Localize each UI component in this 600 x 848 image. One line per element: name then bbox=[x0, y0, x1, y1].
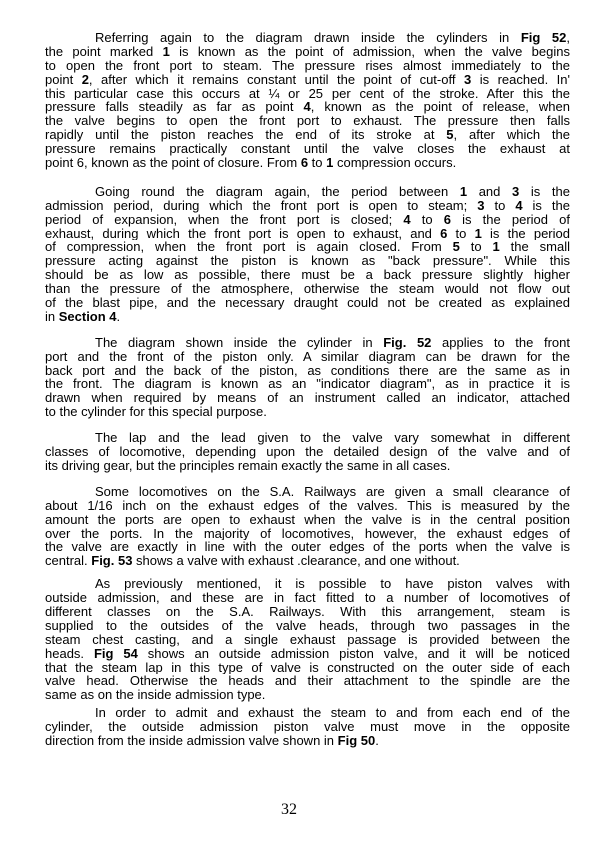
text-run: classes of locomotive, depending upon the detailed design of the valve and of bbox=[45, 445, 570, 459]
text-line bbox=[45, 282, 570, 296]
text-line bbox=[45, 445, 570, 459]
text-run: exhaust, during which the front port is open to exhaust, and bbox=[45, 226, 441, 241]
bold-text: 6 bbox=[300, 156, 309, 170]
text-run: is the period bbox=[481, 226, 570, 241]
text-line bbox=[45, 128, 570, 142]
bold-text: Fig 54 bbox=[93, 646, 138, 661]
text-run: supplied to the outsides of the valve heads, through two passages in the bbox=[45, 618, 570, 633]
text-run: to bbox=[308, 156, 327, 170]
bold-text: 2 bbox=[81, 72, 89, 87]
text-line bbox=[45, 527, 570, 541]
text-run: is the bbox=[522, 198, 570, 213]
text-run: the valve begins to open the front port to exhaust. The pressure then falls bbox=[45, 114, 570, 129]
text-run: The diagram shown inside the cylinder in bbox=[95, 335, 384, 350]
text-run: . bbox=[116, 309, 121, 324]
text-run: applies to the front bbox=[431, 335, 570, 350]
text-run: over the ports. In the majority of locomotives, however, the exhaust edges of bbox=[45, 526, 570, 541]
text-line bbox=[45, 706, 570, 720]
text-run: to bbox=[410, 212, 444, 227]
bold-text: 1 bbox=[162, 44, 170, 59]
text-run: is the period of bbox=[450, 212, 570, 227]
text-run: shows a valve with exhaust .clearance, and one without. bbox=[132, 554, 460, 569]
bold-text: 4 bbox=[303, 100, 311, 115]
text-line bbox=[45, 350, 570, 364]
text-line bbox=[45, 213, 570, 227]
text-run: cylinder, the outside admission piston valve must move in the opposite bbox=[45, 720, 570, 734]
text-line bbox=[45, 185, 570, 199]
text-run: is reached. In' bbox=[471, 72, 570, 87]
text-line bbox=[45, 377, 570, 391]
text-run: Referring again to the diagram drawn inside the cylinders in bbox=[95, 31, 521, 45]
bold-text: Fig. 52 bbox=[383, 335, 432, 350]
text-run: direction from the inside admission valve shown in bbox=[45, 733, 338, 748]
text-line bbox=[45, 227, 570, 241]
bold-text: 1 bbox=[492, 240, 500, 255]
text-run: to open the front port to steam. The pressure rises almost immediately to the bbox=[45, 58, 570, 73]
text-line bbox=[45, 59, 570, 73]
text-run: pressure remains practically constant until the valve closes the exhaust at bbox=[45, 142, 570, 157]
text-line bbox=[45, 619, 570, 633]
paragraph bbox=[45, 336, 570, 419]
text-run: valve head. Otherwise the heads and their attachment to the spindle are the bbox=[45, 674, 570, 689]
text-run: amount the ports are open to exhaust when the valve is in the central position bbox=[45, 512, 570, 527]
text-line bbox=[45, 513, 570, 527]
text-run: in bbox=[45, 309, 59, 324]
bold-text: 4 bbox=[515, 198, 523, 213]
text-run: to bbox=[447, 226, 475, 241]
text-line bbox=[45, 391, 570, 405]
text-run: this particular case this occurs at ¼ or 25 per cent of the stroke. After this the bbox=[45, 86, 570, 101]
text-run: is known as the point of admission, when the valve begins bbox=[169, 44, 570, 59]
text-run: heads. bbox=[45, 646, 94, 661]
text-line bbox=[45, 73, 570, 87]
text-run: the front. The diagram is known as an "indicator diagram", as in practice it is bbox=[45, 377, 570, 392]
text-line bbox=[45, 114, 570, 128]
text-line bbox=[45, 485, 570, 499]
text-run: same as on the inside admission type. bbox=[45, 688, 266, 703]
text-run: period of expansion, when the front port is closed; bbox=[45, 212, 404, 227]
text-line bbox=[45, 45, 570, 59]
text-run: , known as the point of release, when bbox=[310, 100, 570, 115]
text-line bbox=[45, 431, 570, 445]
text-line bbox=[45, 688, 570, 702]
bold-text: 5 bbox=[446, 128, 454, 143]
bold-text: 5 bbox=[452, 240, 460, 255]
bold-text: Fig 50 bbox=[337, 733, 376, 748]
paragraph bbox=[45, 31, 570, 170]
text-line bbox=[45, 577, 570, 591]
text-line bbox=[45, 591, 570, 605]
text-run: central. bbox=[45, 554, 92, 569]
text-run: steam chest casting, and a single exhaust passage is provided between the bbox=[45, 632, 570, 647]
text-run: pressure acting against the piston is known as "back pressure". While this bbox=[45, 254, 570, 269]
text-run: In order to admit and exhaust the steam to and from each end of the bbox=[95, 706, 570, 721]
bold-text: 3 bbox=[512, 184, 520, 199]
text-run: its driving gear, but the principles remain exactly the same in all cases. bbox=[45, 458, 451, 473]
text-line bbox=[45, 240, 570, 254]
bold-text: 1 bbox=[459, 184, 468, 199]
text-run: to bbox=[459, 240, 493, 255]
text-run: shows an outside admission piston valve, and it will be noticed bbox=[137, 646, 570, 661]
text-line bbox=[45, 647, 570, 661]
paragraph bbox=[45, 431, 570, 473]
paragraph bbox=[45, 485, 570, 568]
text-run: Going round the diagram again, the period between bbox=[95, 184, 460, 199]
text-run: of compression, when the front port is again closed. From bbox=[45, 240, 453, 255]
bold-text: 1 bbox=[474, 226, 482, 241]
text-line bbox=[45, 254, 570, 268]
text-line bbox=[45, 734, 570, 748]
page-content bbox=[45, 31, 570, 760]
text-run: , after which it remains constant until the point of cut-off bbox=[88, 72, 464, 87]
bold-text: Section 4 bbox=[58, 309, 117, 324]
text-run: admission period, during which the front port is open to steam; bbox=[45, 198, 478, 213]
text-run: outside admission, and these are in fact fitted to a number of locomotives of bbox=[45, 591, 570, 605]
text-run: . bbox=[375, 733, 379, 748]
text-run: than the pressure of the atmosphere, otherwise the steam would not flow out bbox=[45, 282, 570, 297]
bold-text: 6 bbox=[440, 226, 448, 241]
text-run: point bbox=[45, 72, 82, 87]
text-line bbox=[45, 31, 570, 45]
text-line bbox=[45, 499, 570, 513]
text-run: to bbox=[484, 198, 516, 213]
paragraph bbox=[45, 185, 570, 324]
text-line bbox=[45, 100, 570, 114]
bold-text: 3 bbox=[477, 198, 485, 213]
text-line bbox=[45, 364, 570, 378]
text-line bbox=[45, 674, 570, 688]
text-run: the small bbox=[499, 240, 570, 255]
text-run: back port and the back of the piston, as conditions there are the same as in bbox=[45, 363, 570, 378]
bold-text: 6 bbox=[443, 212, 451, 227]
bold-text: Fig 52 bbox=[520, 31, 567, 45]
text-line bbox=[45, 633, 570, 647]
text-line bbox=[45, 156, 570, 170]
text-run: that the steam lap in this type of valve is constructed on the outer side of each bbox=[45, 660, 570, 675]
text-run: to the cylinder for this special purpose. bbox=[45, 405, 267, 420]
text-line bbox=[45, 87, 570, 101]
bold-text: 1 bbox=[326, 156, 334, 170]
bold-text: 3 bbox=[463, 72, 472, 87]
text-line bbox=[45, 605, 570, 619]
text-line bbox=[45, 554, 570, 568]
text-run: and bbox=[467, 184, 513, 199]
text-line bbox=[45, 199, 570, 213]
page-number: 32 bbox=[281, 801, 297, 818]
text-line bbox=[45, 459, 570, 473]
text-run: Some locomotives on the S.A. Railways are given a small clearance of bbox=[95, 484, 570, 499]
text-run: different classes on the S.A. Railways. With this arrangement, steam is bbox=[45, 604, 570, 619]
text-run: should be as low as possible, there must be a back pressure slightly higher bbox=[45, 268, 570, 283]
bold-text: Fig. 53 bbox=[91, 554, 133, 569]
text-line bbox=[45, 336, 570, 350]
text-run: the point marked bbox=[45, 44, 163, 59]
text-run: As previously mentioned, it is possible to have piston valves with bbox=[95, 577, 570, 592]
text-line bbox=[45, 405, 570, 419]
text-run: about 1/16 inch on the exhaust edges of the valves. This is measured by the bbox=[45, 498, 570, 513]
bold-text: 4 bbox=[403, 212, 411, 227]
text-run: pressure falls steadily as far as point bbox=[45, 100, 304, 115]
text-line bbox=[45, 142, 570, 156]
text-line bbox=[45, 310, 570, 324]
text-run: compression occurs. bbox=[333, 156, 457, 170]
text-line bbox=[45, 296, 570, 310]
text-run: , bbox=[566, 31, 570, 45]
text-run: , after which the bbox=[453, 128, 570, 143]
text-run: drawn when required by means of an instrument called an indicator, attached bbox=[45, 391, 570, 406]
text-line bbox=[45, 268, 570, 282]
text-run: of the blast pipe, and the necessary draught could not be created as explained bbox=[45, 296, 570, 310]
paragraph bbox=[45, 706, 570, 748]
text-line bbox=[45, 540, 570, 554]
text-line bbox=[45, 661, 570, 675]
text-run: is the bbox=[519, 184, 570, 199]
text-run: the valve are exactly in line with the outer edges of the ports when the valve is bbox=[45, 540, 570, 555]
text-run: rapidly until the piston reaches the end of its stroke at bbox=[45, 128, 447, 143]
text-run: point 6, known as the point of closure. From bbox=[45, 156, 301, 170]
text-run: The lap and the lead given to the valve vary somewhat in different bbox=[95, 431, 570, 446]
text-run: port and the front of the piston only. A similar diagram can be drawn for the bbox=[45, 349, 570, 364]
paragraph bbox=[45, 577, 570, 702]
text-line bbox=[45, 720, 570, 734]
